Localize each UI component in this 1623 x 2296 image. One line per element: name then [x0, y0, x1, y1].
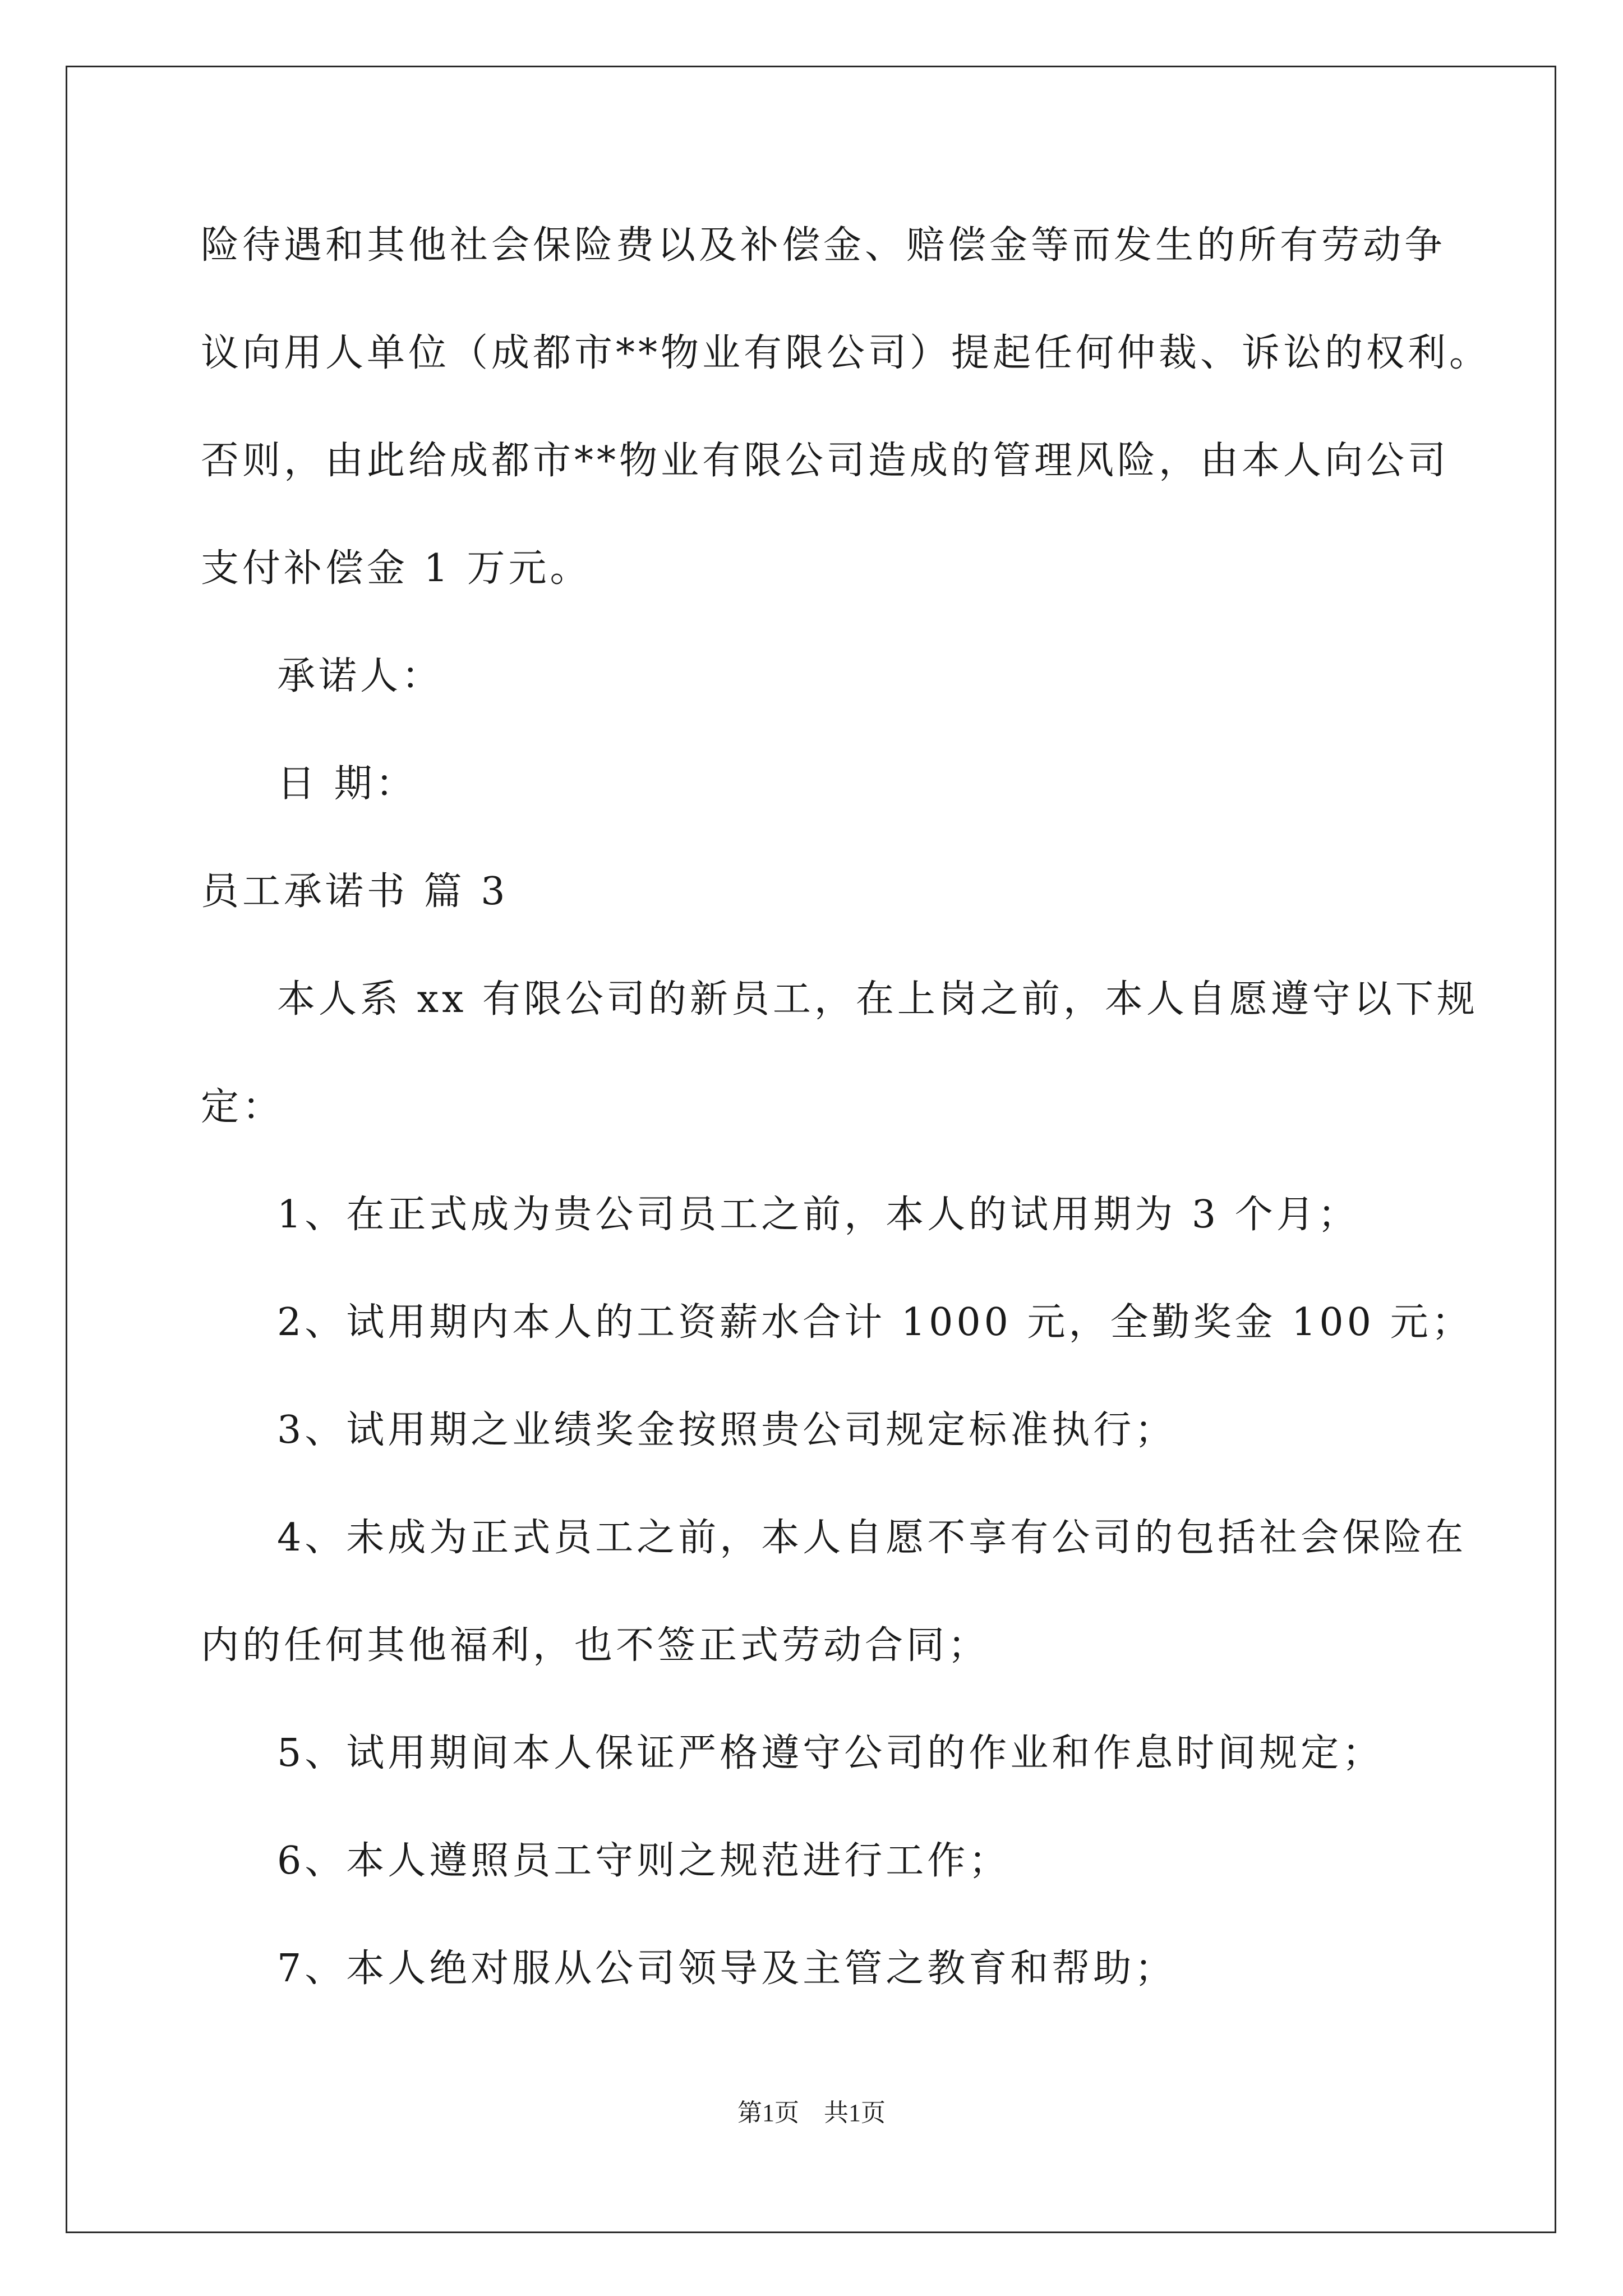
paragraph-line: 议向用人单位（成都市**物业有限公司）提起任何仲裁、诉讼的权利。 [201, 331, 1491, 375]
list-item: 7、本人绝对服从公司领导及主管之教育和帮助； [277, 1947, 1177, 1991]
document-body [201, 218, 1491, 2049]
section-heading: 员工承诺书 篇 3 [201, 869, 509, 914]
paragraph-line: 定： [201, 1085, 284, 1129]
list-item: 2、试用期内本人的工资薪水合计 1000 元，全勤奖金 100 元； [277, 1300, 1473, 1345]
list-item-continuation: 内的任何其他福利，也不签正式劳动合同； [201, 1623, 990, 1668]
list-item: 4、未成为正式员工之前，本人自愿不享有公司的包括社会保险在 [277, 1516, 1467, 1560]
list-item: 3、试用期之业绩奖金按照贵公司规定标准执行； [277, 1408, 1177, 1452]
paragraph-line: 本人系 xx 有限公司的新员工，在上岗之前，本人自愿遵守以下规 [277, 977, 1478, 1022]
page-footer: 第1页 共1页 [737, 2099, 886, 2127]
paragraph-line: 险待遇和其他社会保险费以及补偿金、赔偿金等而发生的所有劳动争 [201, 223, 1446, 268]
paragraph-line: 支付补偿金 1 万元。 [201, 546, 592, 591]
list-item: 5、试用期间本人保证严格遵守公司的作业和作息时间规定； [277, 1731, 1384, 1775]
list-item: 6、本人遵照员工守则之规范进行工作； [277, 1839, 1011, 1883]
signatory-label: 承诺人： [277, 654, 444, 698]
date-label: 日 期： [277, 762, 417, 806]
list-item: 1、在正式成为贵公司员工之前，本人的试用期为 3 个月； [277, 1193, 1359, 1237]
paragraph-line: 否则，由此给成都市**物业有限公司造成的管理风险，由本人向公司 [201, 439, 1450, 483]
